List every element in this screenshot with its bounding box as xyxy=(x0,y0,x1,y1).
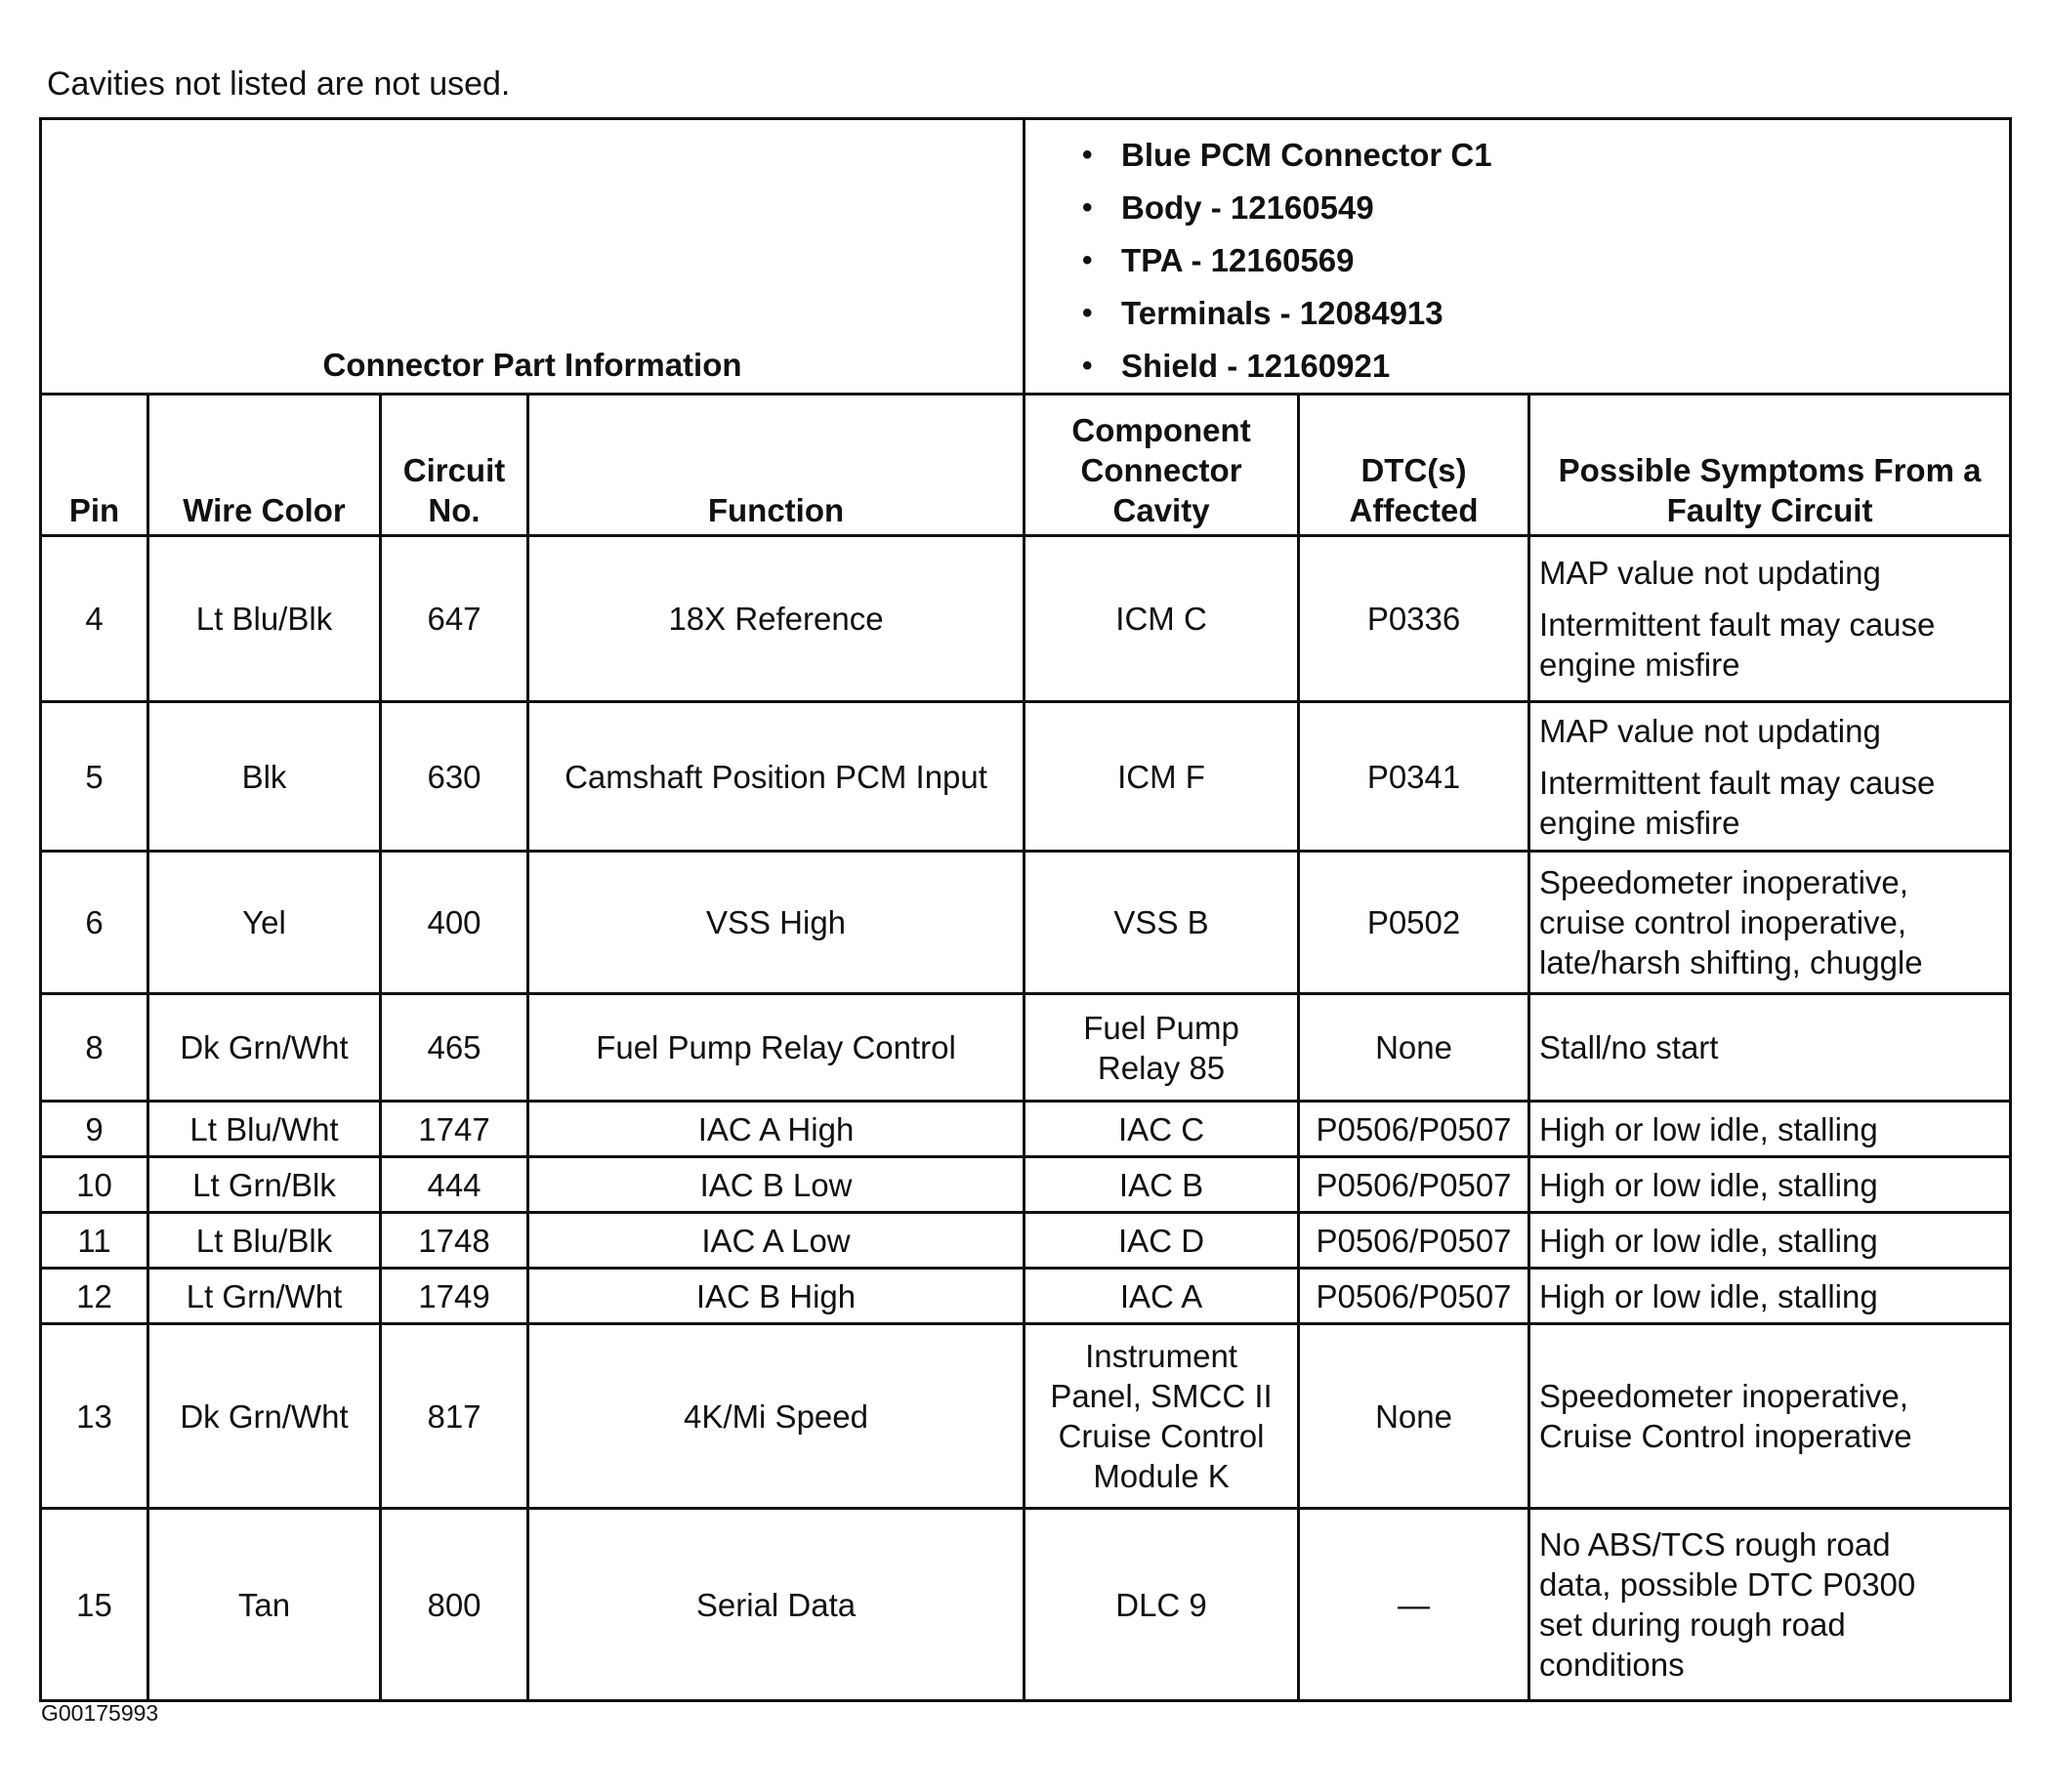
cell-cavity-line: IAC D xyxy=(1118,1222,1205,1259)
cell-pin: 13 xyxy=(41,1324,148,1509)
connector-part-item xyxy=(1082,234,2009,287)
header-cavity-line: Component xyxy=(1071,412,1251,448)
cell-dtc: None xyxy=(1299,1324,1529,1509)
cell-cavity xyxy=(1025,1213,1299,1269)
cell-pin: 8 xyxy=(41,994,148,1102)
cell-pin: 4 xyxy=(41,536,148,702)
cell-wire-color: Dk Grn/Wht xyxy=(148,1324,381,1509)
cell-cavity xyxy=(1025,1102,1299,1157)
table-row xyxy=(41,852,2011,994)
cell-wire-color: Lt Blu/Blk xyxy=(148,536,381,702)
header-component-cavity xyxy=(1025,395,1299,536)
symptom-line: High or low idle, stalling xyxy=(1539,1166,1878,1203)
table-row xyxy=(41,1157,2011,1213)
cell-cavity-line: Fuel Pump xyxy=(1083,1009,1239,1046)
cell-symptoms xyxy=(1529,994,2011,1102)
cell-symptoms xyxy=(1529,536,2011,702)
cell-dtc: P0506/P0507 xyxy=(1299,1269,1529,1324)
connector-part-text: Terminals - 12084913 xyxy=(1121,295,1443,331)
cell-cavity xyxy=(1025,852,1299,994)
cell-symptoms xyxy=(1529,702,2011,852)
cell-symptoms xyxy=(1529,1102,2011,1157)
connector-part-item xyxy=(1082,340,2009,393)
table-row xyxy=(41,1324,2011,1509)
cell-function: Serial Data xyxy=(528,1509,1025,1701)
table-row xyxy=(41,536,2011,702)
bullet-icon: • xyxy=(1082,244,1093,276)
symptom-line: engine misfire xyxy=(1539,804,1740,841)
table-row xyxy=(41,1509,2011,1701)
cell-wire-color: Lt Blu/Wht xyxy=(148,1102,381,1157)
cell-cavity xyxy=(1025,1157,1299,1213)
table-row xyxy=(41,1213,2011,1269)
header-dtc-line: DTC(s) xyxy=(1360,452,1467,488)
cell-cavity-line: ICM C xyxy=(1115,601,1207,637)
header-function: Function xyxy=(528,395,1025,536)
symptom-line: No ABS/TCS rough road xyxy=(1539,1526,1891,1563)
cell-symptoms xyxy=(1529,1324,2011,1509)
cell-function: Camshaft Position PCM Input xyxy=(528,702,1025,852)
symptom-line: High or low idle, stalling xyxy=(1539,1222,1878,1259)
cell-cavity xyxy=(1025,1509,1299,1701)
cell-wire-color: Lt Grn/Wht xyxy=(148,1269,381,1324)
cell-cavity-line: ICM F xyxy=(1117,758,1205,795)
symptom-line: Intermittent fault may cause xyxy=(1539,764,1936,801)
symptom-line: Speedometer inoperative, xyxy=(1539,1378,1908,1414)
cell-pin: 9 xyxy=(41,1102,148,1157)
cell-circuit-no: 465 xyxy=(381,994,528,1102)
cell-function: IAC A Low xyxy=(528,1213,1025,1269)
symptom-line: data, possible DTC P0300 xyxy=(1539,1566,1916,1603)
symptom-line: late/harsh shifting, chuggle xyxy=(1539,944,1923,980)
cell-cavity-line: Cruise Control xyxy=(1058,1418,1265,1454)
symptom-line: Intermittent fault may cause xyxy=(1539,606,1936,643)
cell-cavity-line: IAC A xyxy=(1119,1277,1203,1314)
symptom-line: set during rough road xyxy=(1539,1606,1846,1643)
cell-cavity-line: IAC C xyxy=(1118,1110,1205,1147)
cell-function: IAC B Low xyxy=(528,1157,1025,1213)
symptom-line: Cruise Control inoperative xyxy=(1539,1418,1912,1454)
cell-dtc: P0336 xyxy=(1299,536,1529,702)
cell-circuit-no: 1748 xyxy=(381,1213,528,1269)
table-note: Cavities not listed are not used. xyxy=(47,65,511,103)
cell-function: 18X Reference xyxy=(528,536,1025,702)
connector-part-text: Body - 12160549 xyxy=(1121,189,1374,226)
cell-cavity-line: DLC 9 xyxy=(1115,1586,1207,1623)
symptom-spacer xyxy=(1539,751,2003,763)
cell-dtc: — xyxy=(1299,1509,1529,1701)
cell-circuit-no: 647 xyxy=(381,536,528,702)
connector-part-item xyxy=(1082,287,2009,340)
cell-cavity xyxy=(1025,702,1299,852)
bullet-icon: • xyxy=(1082,139,1093,171)
cell-circuit-no: 800 xyxy=(381,1509,528,1701)
cell-pin: 5 xyxy=(41,702,148,852)
cell-symptoms xyxy=(1529,1509,2011,1701)
symptom-line: engine misfire xyxy=(1539,646,1740,683)
connector-info-row xyxy=(41,119,2011,395)
header-circuit-no xyxy=(381,395,528,536)
header-dtcs xyxy=(1299,395,1529,536)
cell-function: VSS High xyxy=(528,852,1025,994)
cell-cavity-line: VSS B xyxy=(1113,904,1209,940)
cell-symptoms xyxy=(1529,852,2011,994)
header-cavity-line: Cavity xyxy=(1112,492,1210,528)
cell-dtc: P0506/P0507 xyxy=(1299,1157,1529,1213)
table-row xyxy=(41,1102,2011,1157)
symptom-line: cruise control inoperative, xyxy=(1539,904,1907,940)
connector-part-text: Blue PCM Connector C1 xyxy=(1121,137,1492,173)
connector-parts-list xyxy=(1025,120,2009,393)
cell-pin: 10 xyxy=(41,1157,148,1213)
header-cavity-line: Connector xyxy=(1080,452,1242,488)
table-row xyxy=(41,994,2011,1102)
header-circuit-line: Circuit xyxy=(402,452,506,488)
symptom-line: High or low idle, stalling xyxy=(1539,1110,1878,1147)
cell-function: Fuel Pump Relay Control xyxy=(528,994,1025,1102)
cell-wire-color: Lt Grn/Blk xyxy=(148,1157,381,1213)
connector-info-label: Connector Part Information xyxy=(41,119,1025,395)
connector-part-item xyxy=(1082,129,2009,182)
bullet-icon: • xyxy=(1082,350,1093,382)
cell-pin: 15 xyxy=(41,1509,148,1701)
bullet-icon: • xyxy=(1082,191,1093,224)
cell-pin: 6 xyxy=(41,852,148,994)
cell-symptoms xyxy=(1529,1157,2011,1213)
header-wire-color: Wire Color xyxy=(148,395,381,536)
cell-function: IAC A High xyxy=(528,1102,1025,1157)
figure-id: G00175993 xyxy=(41,1700,159,1726)
cell-circuit-no: 817 xyxy=(381,1324,528,1509)
bullet-icon: • xyxy=(1082,297,1093,329)
header-symptoms-line: Faulty Circuit xyxy=(1666,492,1873,528)
cell-dtc: P0506/P0507 xyxy=(1299,1102,1529,1157)
symptom-line: Speedometer inoperative, xyxy=(1539,864,1908,900)
cell-circuit-no: 444 xyxy=(381,1157,528,1213)
symptom-spacer xyxy=(1539,593,2003,604)
connector-part-text: Shield - 12160921 xyxy=(1121,348,1391,384)
cell-dtc: P0341 xyxy=(1299,702,1529,852)
table-row xyxy=(41,702,2011,852)
cell-function: IAC B High xyxy=(528,1269,1025,1324)
header-circuit-line: No. xyxy=(428,492,481,528)
cell-function: 4K/Mi Speed xyxy=(528,1324,1025,1509)
header-symptoms xyxy=(1529,395,2011,536)
cell-circuit-no: 1749 xyxy=(381,1269,528,1324)
header-row xyxy=(41,395,2011,536)
cell-cavity-line: Instrument xyxy=(1085,1338,1237,1374)
cell-circuit-no: 1747 xyxy=(381,1102,528,1157)
symptom-line: High or low idle, stalling xyxy=(1539,1277,1878,1314)
connector-table xyxy=(39,117,2012,1702)
cell-cavity xyxy=(1025,1324,1299,1509)
cell-cavity-line: Module K xyxy=(1093,1458,1230,1494)
cell-wire-color: Yel xyxy=(148,852,381,994)
header-pin: Pin xyxy=(41,395,148,536)
table-row xyxy=(41,1269,2011,1324)
cell-cavity xyxy=(1025,1269,1299,1324)
cell-circuit-no: 400 xyxy=(381,852,528,994)
cell-wire-color: Lt Blu/Blk xyxy=(148,1213,381,1269)
cell-symptoms xyxy=(1529,1213,2011,1269)
symptom-line: MAP value not updating xyxy=(1539,712,1881,749)
cell-dtc: None xyxy=(1299,994,1529,1102)
cell-pin: 11 xyxy=(41,1213,148,1269)
symptom-line: MAP value not updating xyxy=(1539,555,1881,591)
symptom-line: conditions xyxy=(1539,1646,1685,1683)
cell-cavity-line: Panel, SMCC II xyxy=(1050,1378,1273,1414)
connector-part-text: TPA - 12160569 xyxy=(1121,242,1355,278)
cell-cavity-line: Relay 85 xyxy=(1097,1049,1226,1086)
header-symptoms-line: Possible Symptoms From a xyxy=(1558,452,1982,488)
cell-dtc: P0506/P0507 xyxy=(1299,1213,1529,1269)
cell-cavity xyxy=(1025,536,1299,702)
cell-cavity xyxy=(1025,994,1299,1102)
header-dtc-line: Affected xyxy=(1349,492,1479,528)
cell-cavity-line: IAC B xyxy=(1118,1166,1204,1203)
cell-pin: 12 xyxy=(41,1269,148,1324)
connector-info-list xyxy=(1025,119,2011,395)
cell-symptoms xyxy=(1529,1269,2011,1324)
cell-wire-color: Blk xyxy=(148,702,381,852)
cell-wire-color: Tan xyxy=(148,1509,381,1701)
connector-part-item xyxy=(1082,182,2009,234)
symptom-line: Stall/no start xyxy=(1539,1029,1719,1065)
cell-dtc: P0502 xyxy=(1299,852,1529,994)
cell-circuit-no: 630 xyxy=(381,702,528,852)
cell-wire-color: Dk Grn/Wht xyxy=(148,994,381,1102)
